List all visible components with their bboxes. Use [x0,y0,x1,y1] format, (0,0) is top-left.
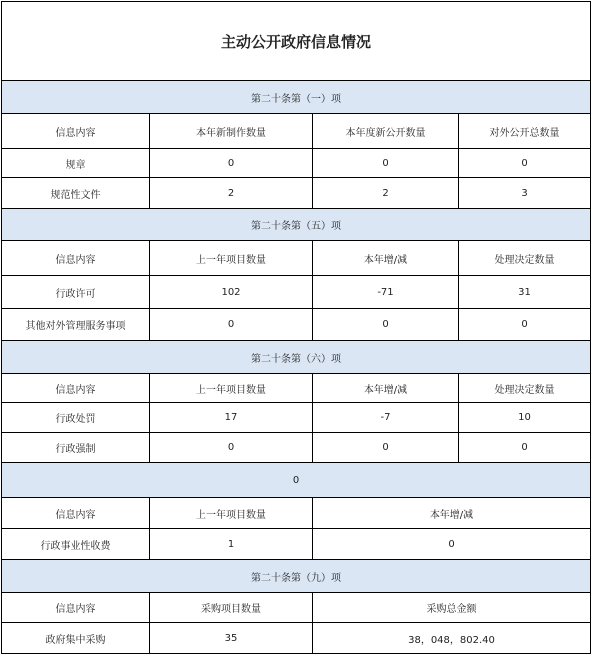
table-cell: 10 [459,403,591,433]
section-heading: 第二十条第（五）项 [2,209,591,241]
table-row [2,433,591,463]
table-cell: 0 [459,149,591,178]
table-cell: 0 [150,149,313,178]
column-header: 处理决定数量 [459,241,591,276]
section-heading: 第二十条第（一）项 [2,81,591,114]
row-label: 行政许可 [2,276,150,309]
table-cell: 0 [313,309,459,341]
column-header: 上一年项目数量 [150,241,313,276]
table-cell: 17 [150,403,313,433]
row-label: 行政强制 [2,433,150,463]
table-cell: 0 [313,433,459,463]
section-heading: 第二十条第（九）项 [2,560,591,593]
column-header: 本年增/减 [313,374,459,403]
column-header: 处理决定数量 [459,374,591,403]
row-label: 政府集中采购 [2,623,150,654]
table-cell: 0 [313,149,459,178]
header-row [2,114,591,149]
column-header: 上一年项目数量 [150,374,313,403]
table-row [2,623,591,654]
header-row [2,498,591,529]
table-row [2,149,591,178]
row-label: 规范性文件 [2,178,150,209]
header-row [2,241,591,276]
column-header: 本年度新公开数量 [313,114,459,149]
column-header: 本年增/减 [313,498,591,529]
header-row [2,374,591,403]
column-header: 采购项目数量 [150,593,313,623]
table-row [2,276,591,309]
table-title: 主动公开政府信息情况 [2,2,591,81]
column-header: 上一年项目数量 [150,498,313,529]
table-cell: 2 [150,178,313,209]
table-cell: 0 [459,433,591,463]
table-row [2,529,591,560]
column-header: 信息内容 [2,593,150,623]
row-label: 行政事业性收费 [2,529,150,560]
column-header: 对外公开总数量 [459,114,591,149]
column-header: 信息内容 [2,241,150,276]
info-disclosure-table [1,1,591,654]
column-header: 本年增/减 [313,241,459,276]
table-row [2,178,591,209]
table-cell: 38，048，802.40 [313,623,591,654]
row-label: 规章 [2,149,150,178]
row-label: 行政处罚 [2,403,150,433]
table-cell: 0 [150,309,313,341]
header-row [2,593,591,623]
table-cell: -7 [313,403,459,433]
section-heading: 第二十条第（六）项 [2,341,591,374]
table-cell: 2 [313,178,459,209]
column-header: 信息内容 [2,114,150,149]
table-cell: 0 [150,433,313,463]
table-cell: 0 [459,309,591,341]
table-row [2,309,591,341]
column-header: 信息内容 [2,374,150,403]
table-cell: -71 [313,276,459,309]
table-cell: 3 [459,178,591,209]
table-cell: 35 [150,623,313,654]
section-heading: 0 [2,463,591,498]
column-header: 本年新制作数量 [150,114,313,149]
table-cell: 31 [459,276,591,309]
table-cell: 102 [150,276,313,309]
row-label: 其他对外管理服务事项 [2,309,150,341]
table-cell: 0 [313,529,591,560]
table-cell: 1 [150,529,313,560]
column-header: 采购总金额 [313,593,591,623]
table-row [2,403,591,433]
column-header: 信息内容 [2,498,150,529]
